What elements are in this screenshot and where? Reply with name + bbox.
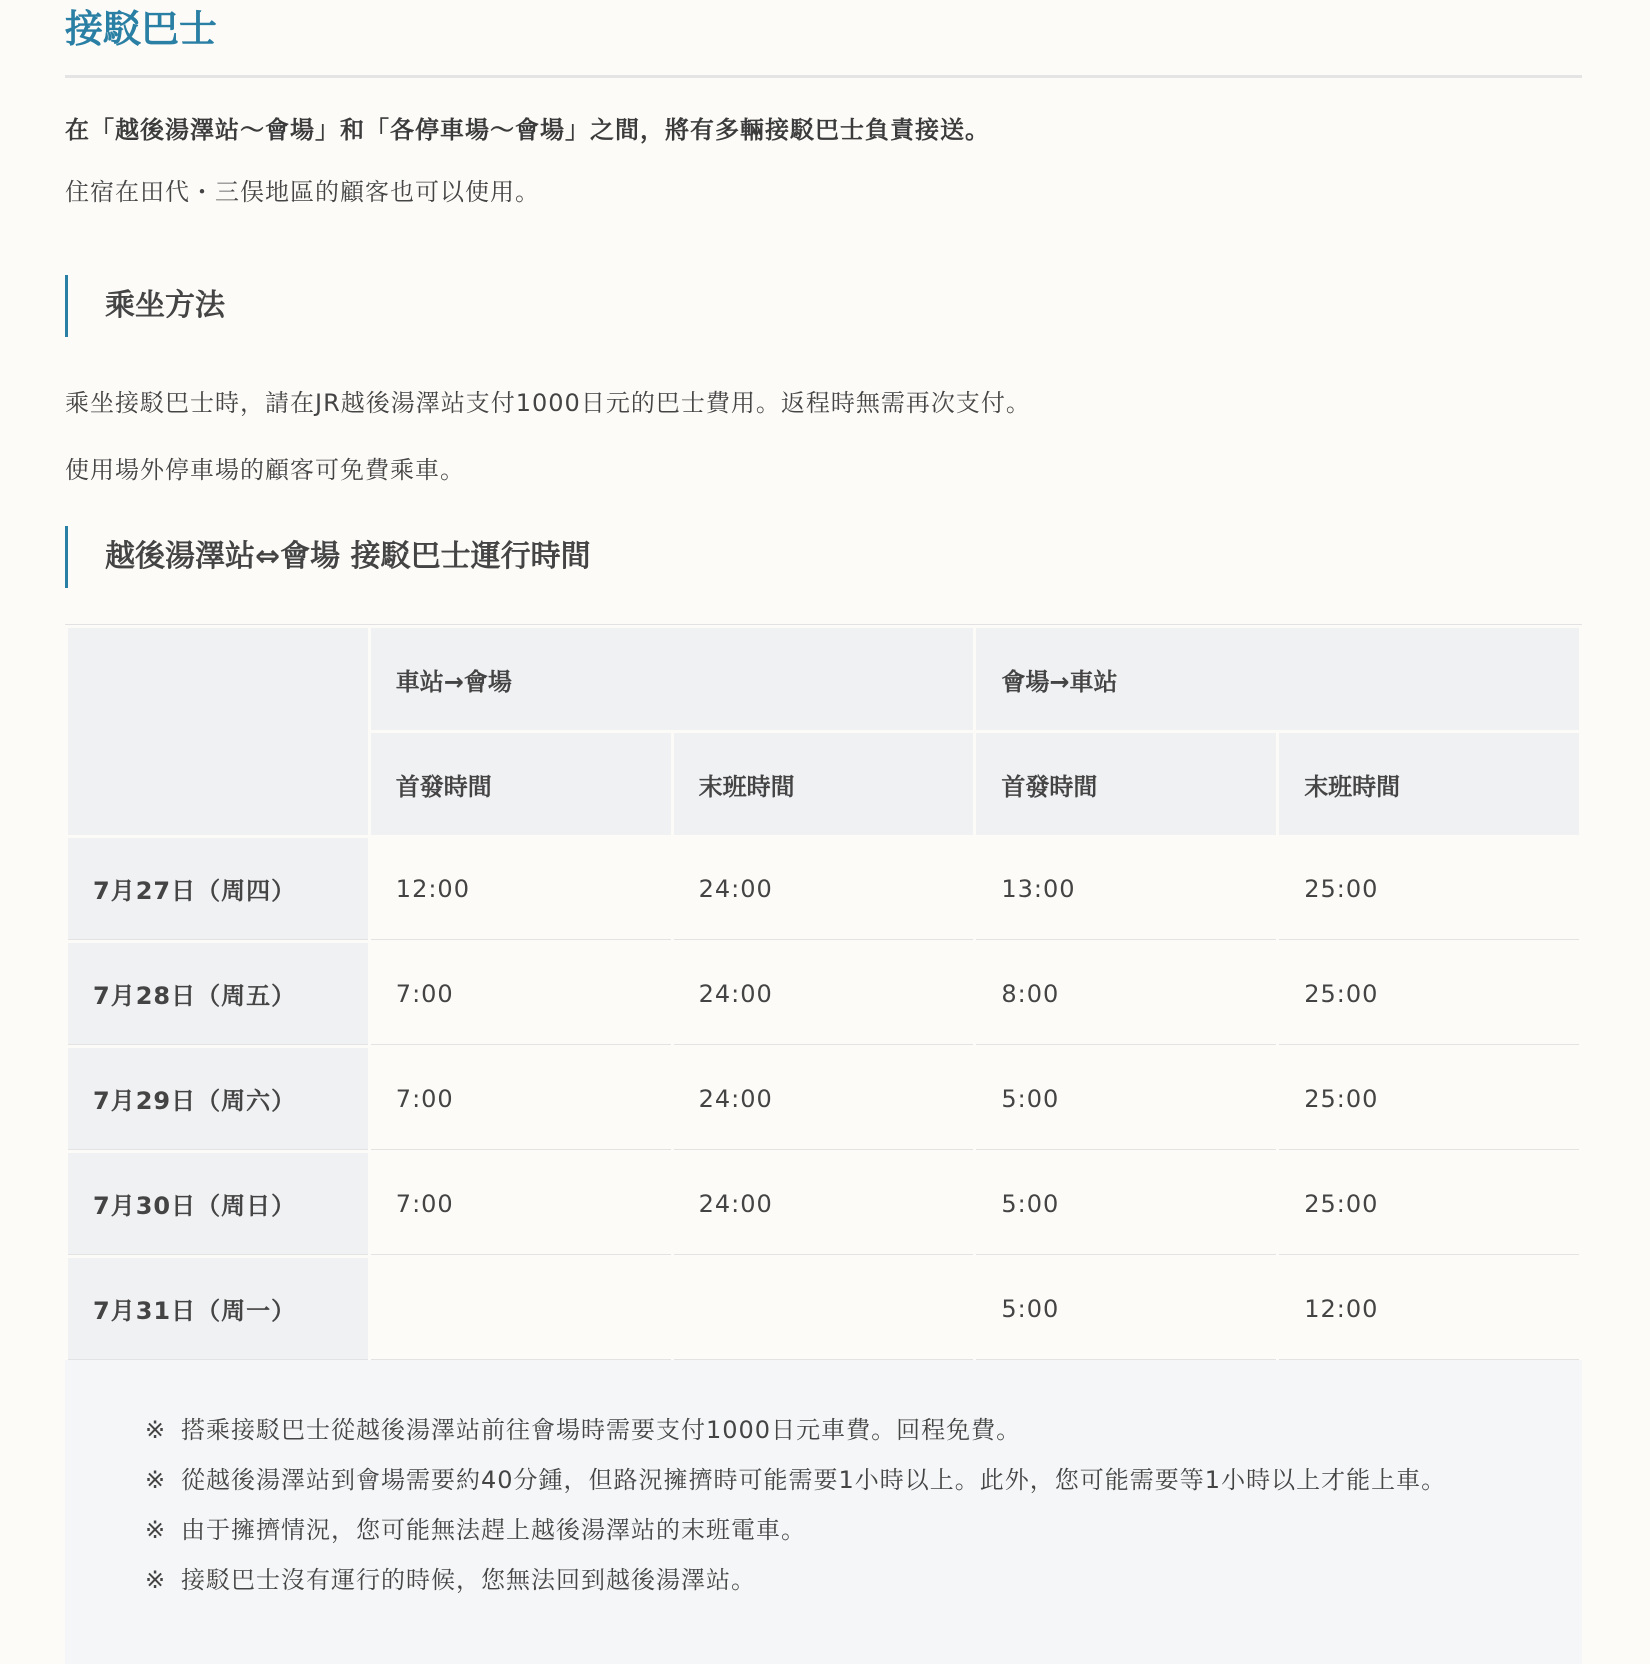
schedule-heading: 越後湯澤站⇔會場 接駁巴士運行時間 — [65, 526, 591, 588]
intro-lead: 在「越後湯澤站～會場」和「各停車場～會場」之間，將有多輛接駁巴士負責接送。 — [65, 116, 990, 144]
corner-cell — [68, 628, 368, 835]
time-cell: 24:00 — [674, 943, 974, 1045]
row-date: 7月30日（周日） — [68, 1153, 368, 1255]
row-date: 7月29日（周六） — [68, 1048, 368, 1150]
table-row — [68, 1048, 1579, 1150]
table-row — [68, 1153, 1579, 1255]
note-mark: ※ — [145, 1516, 167, 1544]
page-title: 接駁巴士 — [65, 0, 1582, 78]
time-cell: 12:00 — [1279, 1258, 1579, 1360]
row-date: 7月31日（周一） — [68, 1258, 368, 1360]
subheader-last-bus: 末班時間 — [674, 733, 974, 835]
group-header-to-venue: 車站→會場 — [371, 628, 974, 730]
time-cell: 24:00 — [674, 1153, 974, 1255]
note-item — [145, 1405, 1545, 1455]
time-cell: 12:00 — [371, 838, 671, 940]
schedule-table — [65, 625, 1582, 1363]
time-cell: 7:00 — [371, 943, 671, 1045]
note-text: 從越後湯澤站到會場需要約40分鍾，但路況擁擠時可能需要1小時以上。此外，您可能需要等1小時以上才能上車。 — [181, 1466, 1447, 1494]
note-text: 由于擁擠情況，您可能無法趕上越後湯澤站的末班電車。 — [181, 1516, 806, 1544]
subheader-first-bus: 首發時間 — [371, 733, 671, 835]
time-cell: 25:00 — [1279, 838, 1579, 940]
boarding-line-1: 乘坐接駁巴士時，請在JR越後湯澤站支付1000日元的巴士費用。返程時無需再次支付。 — [65, 389, 1031, 417]
table-row — [68, 943, 1579, 1045]
table-row — [68, 838, 1579, 940]
group-header-to-station: 會場→車站 — [976, 628, 1579, 730]
boarding-heading: 乘坐方法 — [65, 275, 225, 337]
page — [65, 0, 1582, 1594]
schedule-table-wrap — [65, 624, 1582, 1363]
time-cell: 5:00 — [976, 1258, 1276, 1360]
time-cell: 5:00 — [976, 1048, 1276, 1150]
note-mark: ※ — [145, 1416, 167, 1444]
table-row — [68, 1258, 1579, 1360]
note-item — [145, 1555, 1545, 1605]
time-cell: 8:00 — [976, 943, 1276, 1045]
note-text: 搭乘接駁巴士從越後湯澤站前往會場時需要支付1000日元車費。回程免費。 — [181, 1416, 1022, 1444]
subheader-last-bus: 末班時間 — [1279, 733, 1579, 835]
time-cell: 25:00 — [1279, 943, 1579, 1045]
table-header-row — [68, 628, 1579, 730]
time-cell: 13:00 — [976, 838, 1276, 940]
time-cell: 25:00 — [1279, 1048, 1579, 1150]
time-cell — [371, 1258, 671, 1360]
time-cell: 25:00 — [1279, 1153, 1579, 1255]
notes-box — [65, 1360, 1582, 1664]
time-cell: 24:00 — [674, 1048, 974, 1150]
note-mark: ※ — [145, 1466, 167, 1494]
time-cell: 7:00 — [371, 1153, 671, 1255]
time-cell: 7:00 — [371, 1048, 671, 1150]
intro-note: 住宿在田代・三俣地區的顧客也可以使用。 — [65, 178, 540, 206]
note-text: 接駁巴士沒有運行的時候，您無法回到越後湯澤站。 — [181, 1566, 756, 1594]
row-date: 7月28日（周五） — [68, 943, 368, 1045]
subheader-first-bus: 首發時間 — [976, 733, 1276, 835]
time-cell: 5:00 — [976, 1153, 1276, 1255]
note-item — [145, 1505, 1545, 1555]
note-item — [145, 1455, 1545, 1505]
time-cell — [674, 1258, 974, 1360]
row-date: 7月27日（周四） — [68, 838, 368, 940]
note-mark: ※ — [145, 1566, 167, 1594]
time-cell: 24:00 — [674, 838, 974, 940]
boarding-line-2: 使用場外停車場的顧客可免費乘車。 — [65, 456, 465, 484]
